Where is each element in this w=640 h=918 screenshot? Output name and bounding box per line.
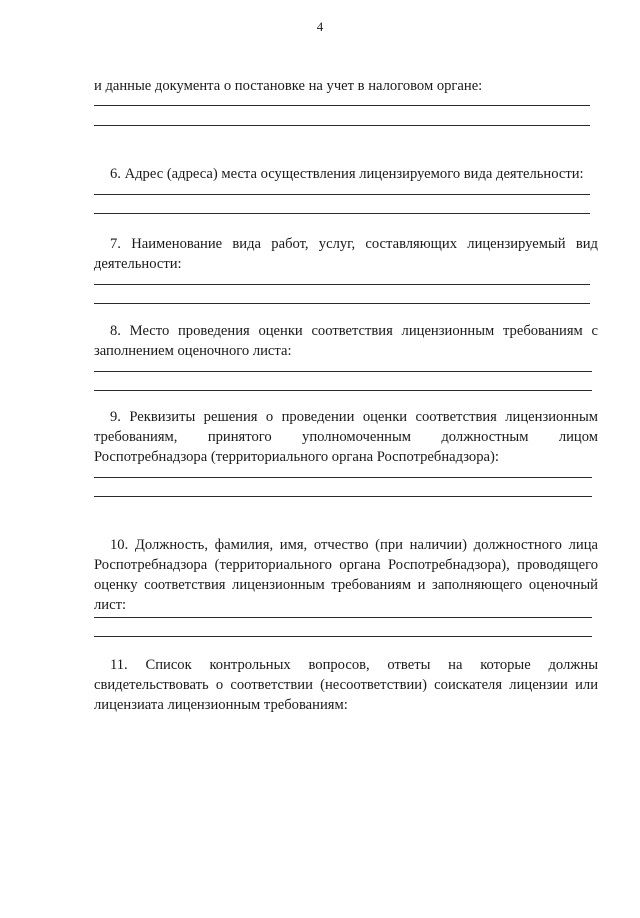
intro-text: и данные документа о постановке на учет в налоговом органе: xyxy=(94,78,483,94)
fill-line xyxy=(94,390,592,391)
fill-line xyxy=(94,284,590,285)
page-number: 4 xyxy=(316,19,324,34)
fill-line xyxy=(94,213,590,214)
fill-line xyxy=(94,303,590,304)
fill-line xyxy=(94,477,592,478)
fill-line xyxy=(94,105,590,106)
fill-line xyxy=(94,617,592,618)
fill-line xyxy=(94,125,590,126)
item-10-text: 10. Должность, фамилия, имя, отчество (при наличии) должностного лица Роспотребнадзора (территориального органа Роспотребнадзора), проводящего оценку соответствия лицензионным требованиям и заполняющего оценочный лист: xyxy=(94,537,598,613)
item-6-text: 6. Адрес (адреса) места осуществления лицензируемого вида деятельности: xyxy=(110,166,584,182)
item-8-text: 8. Место проведения оценки соответствия лицензионным требованиям с заполнением оценочного листа: xyxy=(94,323,598,359)
fill-line xyxy=(94,636,592,637)
item-9-text: 9. Реквизиты решения о проведении оценки соответствия лицензионным требованиям, принятого уполномоченным должностным лицом Роспотребнадзора (территориального органа Роспотребнадзора): xyxy=(94,409,598,465)
fill-line xyxy=(94,496,592,497)
item-11-text: 11. Список контрольных вопросов, ответы на которые должны свидетельствовать о соответствии (несоответствии) соискателя лицензии или лицензиата лицензионным требованиям: xyxy=(94,657,598,713)
fill-line xyxy=(94,371,592,372)
fill-line xyxy=(94,194,590,195)
item-7-text: 7. Наименование вида работ, услуг, составляющих лицензируемый вид деятельности: xyxy=(94,236,598,272)
